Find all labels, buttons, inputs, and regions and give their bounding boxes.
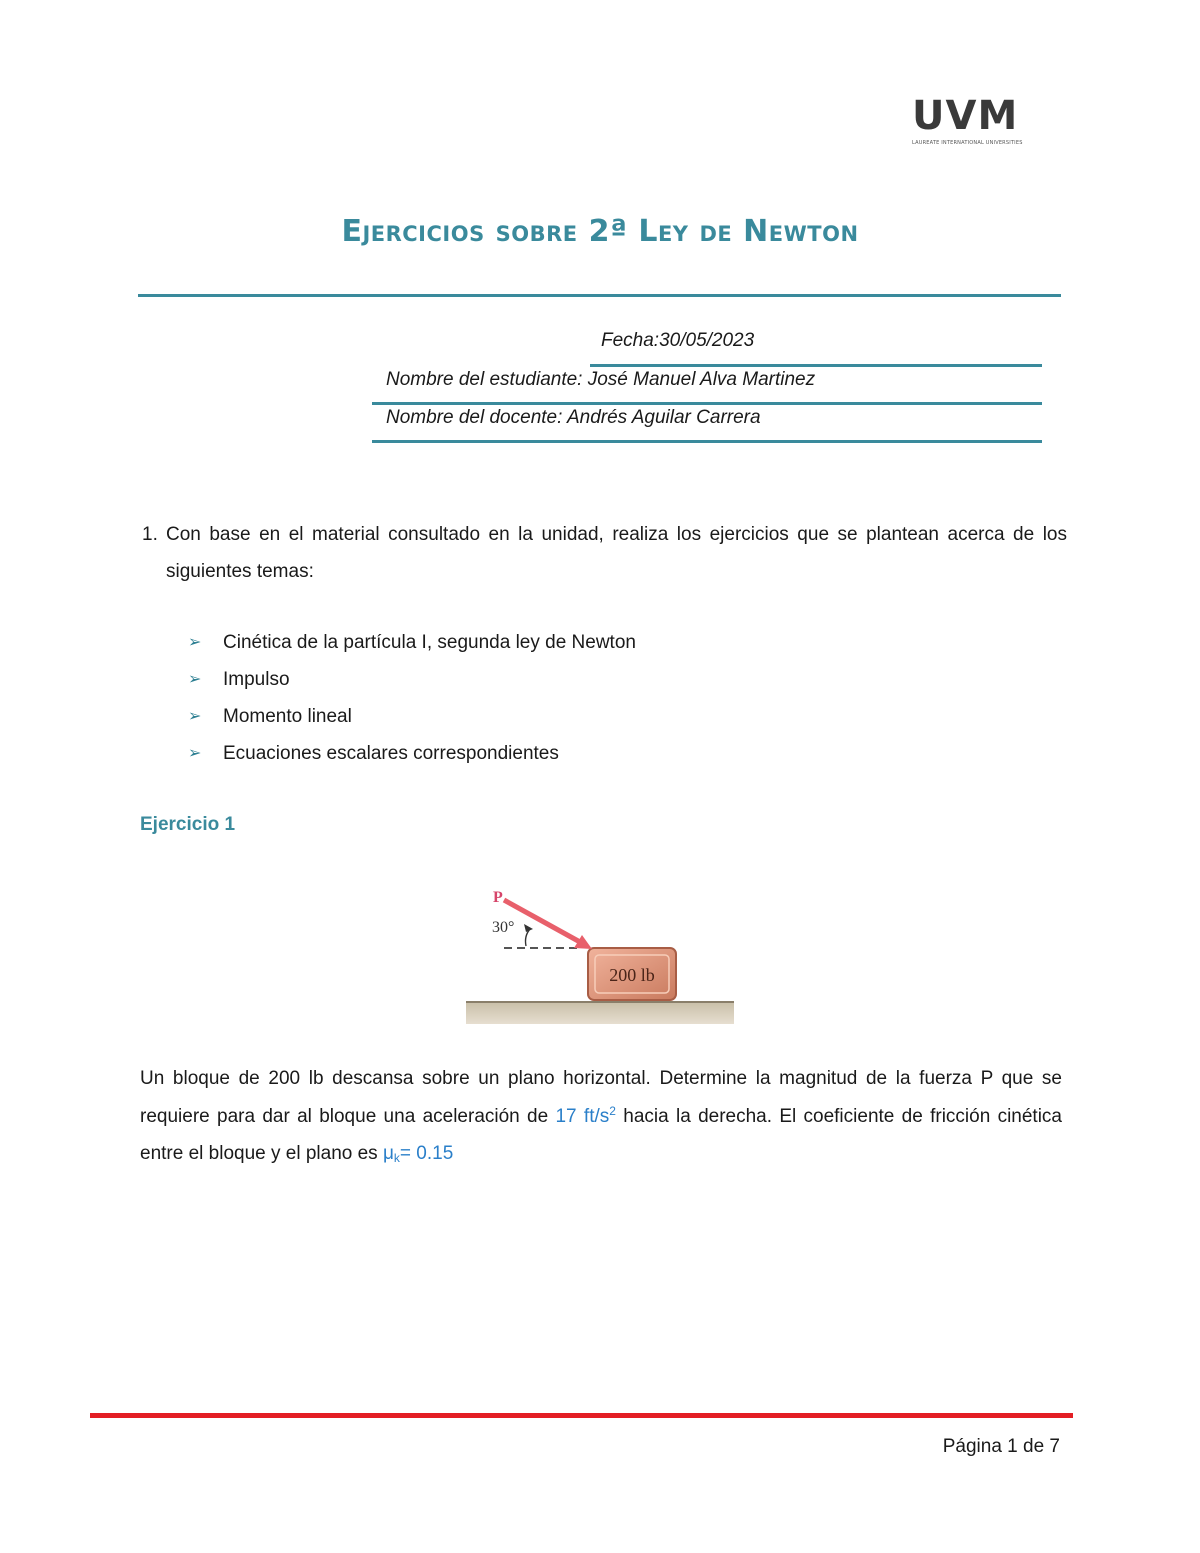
topic-list [188, 624, 636, 772]
acceleration-exponent: 2 [609, 1103, 616, 1118]
title-divider [138, 294, 1061, 297]
document-title: Ejercicios sobre 2ª Ley de Newton [341, 214, 859, 249]
problem-statement [140, 1060, 1062, 1173]
mu-value: = 0.15 [399, 1143, 454, 1164]
mu-symbol: μ [382, 1143, 394, 1164]
list-item [188, 698, 636, 735]
logo-text: UVM [912, 93, 1019, 139]
teacher-underline [372, 440, 1042, 443]
student-name-field: Nombre del estudiante: José Manuel Alva Martinez [386, 369, 816, 390]
student-underline [372, 402, 1042, 405]
block-weight-label: 200 lb [609, 965, 655, 985]
block-force-diagram [464, 880, 736, 1028]
page-number: Página 1 de 7 [942, 1436, 1060, 1457]
date-underline [590, 364, 1042, 367]
question-1 [142, 516, 1067, 590]
ground-surface [466, 1002, 734, 1024]
list-item [188, 661, 636, 698]
arrow-bullet-icon: ➢ [188, 745, 202, 762]
arrow-bullet-icon: ➢ [188, 671, 202, 688]
arrow-bullet-icon: ➢ [188, 634, 202, 651]
force-arrow-shaft [504, 900, 580, 942]
force-label: P [493, 889, 503, 906]
arrow-bullet-icon: ➢ [188, 708, 202, 725]
topic-label: Cinética de la partícula I, segunda ley de Newton [223, 632, 636, 653]
question-number: 1. [142, 524, 158, 545]
logo-subtext: LAUREATE INTERNATIONAL UNIVERSITIES [912, 140, 1023, 146]
mu-subscript: k [393, 1151, 400, 1165]
problem-text-part2: hacia la derecha. El coeficiente de fricción cinética entre el bloque y el plano es [140, 1105, 1062, 1164]
list-item [188, 735, 636, 772]
angle-label: 30° [492, 919, 515, 936]
date-field: Fecha:30/05/2023 [601, 330, 755, 351]
acceleration-units: 17 ft/s [555, 1105, 610, 1127]
topic-label: Impulso [223, 669, 290, 690]
footer-divider [90, 1413, 1073, 1418]
question-text: Con base en el material consultado en la unidad, realiza los ejercicios que se plantean acerca de los siguientes temas: [166, 524, 1067, 582]
acceleration-value [555, 1103, 616, 1127]
list-item [188, 624, 636, 661]
uvm-logo [912, 93, 1040, 150]
topic-label: Momento lineal [223, 706, 352, 727]
teacher-name-field: Nombre del docente: Andrés Aguilar Carrera [386, 407, 761, 428]
problem-text-part1: Un bloque de 200 lb descansa sobre un plano horizontal. Determine la magnitud de la fuerza P que se requiere para dar al bloque una aceleración de [140, 1068, 1062, 1127]
friction-coefficient [383, 1143, 453, 1164]
exercise-heading: Ejercicio 1 [140, 814, 236, 835]
angle-arrowhead [524, 924, 533, 932]
topic-label: Ecuaciones escalares correspondientes [223, 743, 559, 764]
